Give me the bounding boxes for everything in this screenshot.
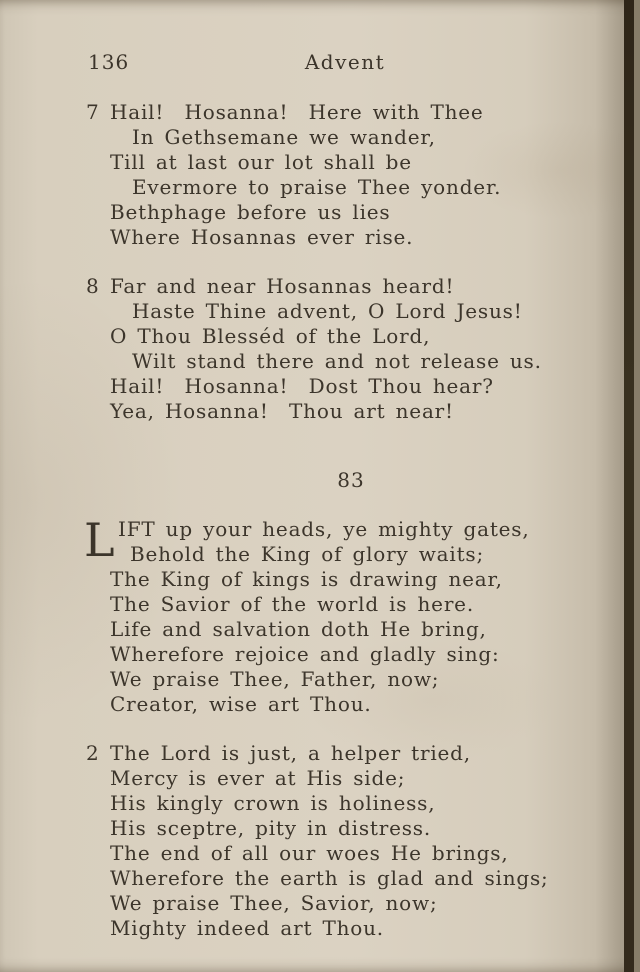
verse-line: Wilt stand there and not release us.	[132, 349, 542, 373]
verse-line: Evermore to praise Thee yonder.	[132, 175, 502, 199]
verse-line: Where Hosannas ever rise.	[110, 225, 414, 249]
verse-line: His kingly crown is holiness,	[110, 791, 436, 815]
page-number: 136	[88, 50, 130, 74]
verse-number: 7	[86, 100, 100, 124]
verse	[86, 741, 576, 941]
verse-line: Hail! Hosanna! Here with Thee	[110, 100, 484, 124]
hymn-83	[86, 468, 576, 941]
book-edge-line	[624, 0, 634, 972]
verse-line: The end of all our woes He brings,	[110, 841, 509, 865]
verse-line: Mercy is ever at His side;	[110, 766, 406, 790]
verse-line: Wherefore the earth is glad and sings;	[110, 866, 549, 890]
hymn-continued	[86, 100, 576, 424]
verse-line: O Thou Blesséd of the Lord,	[110, 324, 431, 348]
verse-line: Haste Thine advent, O Lord Jesus!	[132, 299, 523, 323]
verse-line: Till at last our lot shall be	[110, 150, 412, 174]
verse	[86, 100, 576, 250]
verse-line: Mighty indeed art Thou.	[110, 916, 384, 940]
verse	[84, 513, 576, 717]
verse-line: Bethphage before us lies	[110, 200, 391, 224]
verse-line: Wherefore rejoice and gladly sing:	[110, 642, 500, 666]
verse	[86, 274, 576, 424]
verse-number: 8	[86, 274, 100, 298]
verse-number: 2	[86, 741, 100, 765]
verse-line: The King of kings is drawing near,	[110, 567, 503, 591]
section-title: Advent	[304, 50, 386, 74]
verse-line: The Savior of the world is here.	[110, 592, 474, 616]
page-content	[0, 100, 640, 941]
verse-line: Creator, wise art Thou.	[110, 692, 372, 716]
verse-line: Behold the King of glory waits;	[130, 542, 485, 566]
verse-line: Hail! Hosanna! Dost Thou hear?	[110, 374, 494, 398]
verse-line: Life and salvation doth He bring,	[110, 617, 487, 641]
verse-line: IFT up your heads, ye mighty gates,	[118, 517, 530, 541]
verse-line: In Gethsemane we wander,	[132, 125, 436, 149]
verse-line: The Lord is just, a helper tried,	[110, 741, 471, 765]
page-header	[0, 50, 640, 76]
drop-cap-letter: L	[84, 513, 115, 567]
book-edge-strip	[634, 0, 640, 972]
verse-line: Yea, Hosanna! Thou art near!	[110, 399, 454, 423]
verse-line: Far and near Hosannas heard!	[110, 274, 455, 298]
verse-line: We praise Thee, Father, now;	[110, 667, 440, 691]
verse-line: His sceptre, pity in distress.	[110, 816, 432, 840]
verse-line: We praise Thee, Savior, now;	[110, 891, 438, 915]
hymn-number: 83	[337, 468, 365, 492]
